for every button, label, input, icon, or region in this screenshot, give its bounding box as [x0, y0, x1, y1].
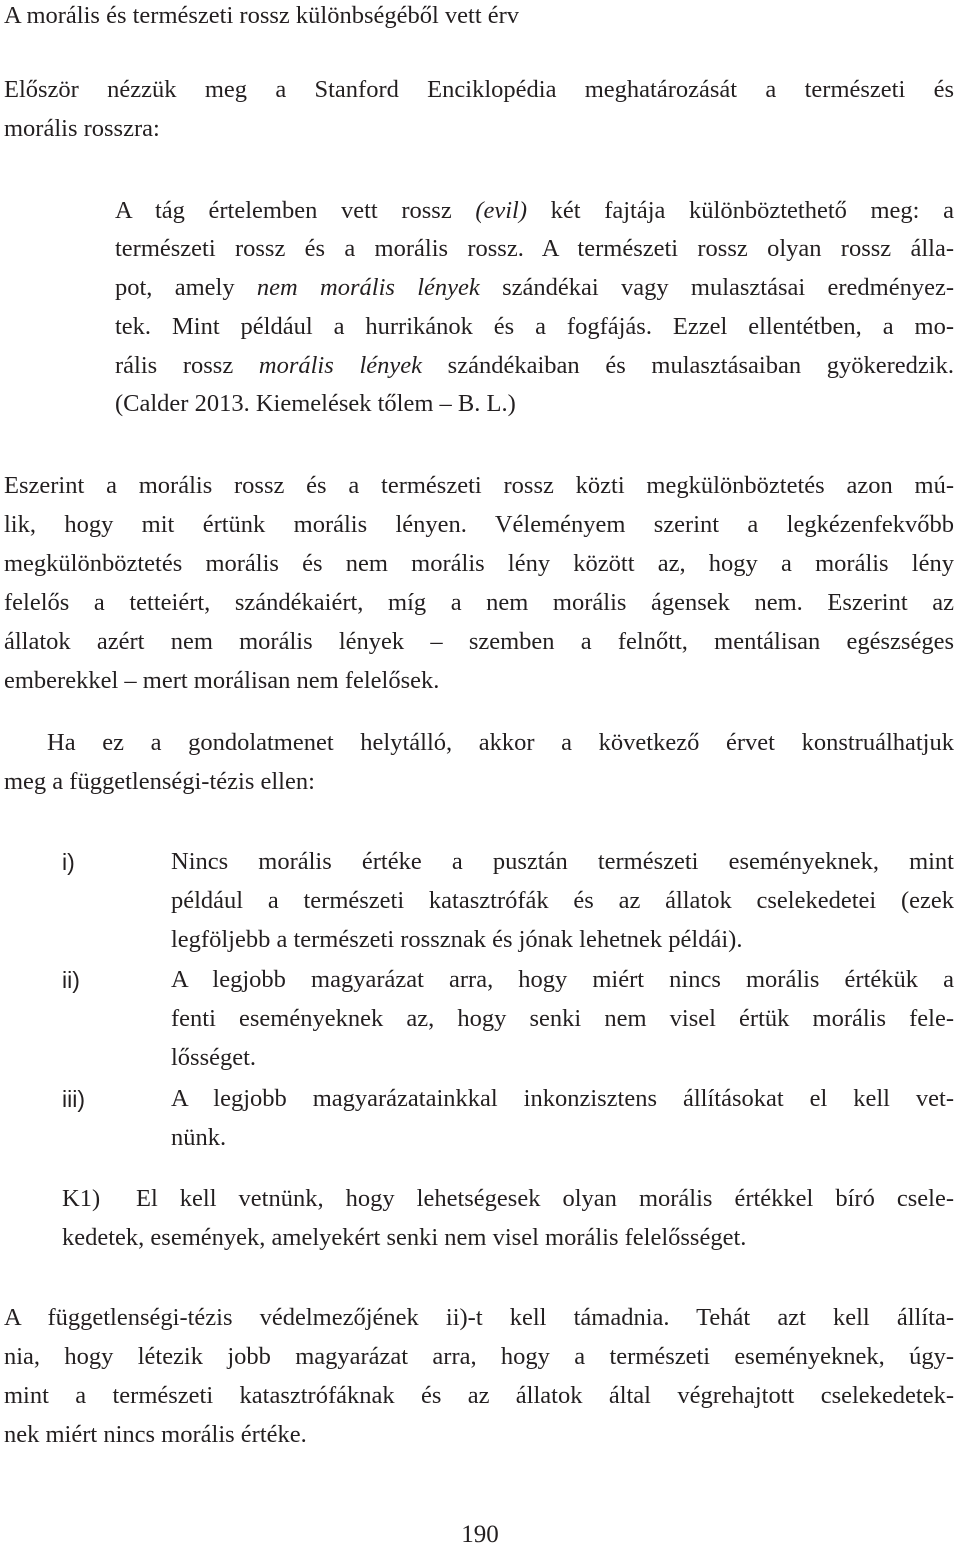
intro-line-1: Először nézzük meg a Stanford Enciklopédia meghatározását a természeti és — [4, 76, 954, 103]
paragraph-line: mint a természeti katasztrófáknak és az állatok által végrehajtott cselekedetek- — [4, 1382, 954, 1409]
quote-line-2: természeti rossz és a morális rossz. A természeti rossz olyan rossz álla- — [115, 235, 954, 262]
paragraph-line: nek miért nincs morális értéke. — [4, 1421, 307, 1448]
paragraph-line: Ha ez a gondolatmenet helytálló, akkor a következő érvet konstruálhatjuk — [47, 729, 954, 756]
paragraph-line: nia, hogy létezik jobb magyarázat arra, hogy a természeti eseményeknek, úgy- — [4, 1343, 954, 1370]
premise-line: legföljebb a természeti rossznak és jónak lehetnek példái). — [171, 926, 743, 953]
paragraph-line: Eszerint a morális rossz és a természeti rossz közti megkülönböztetés azon mú- — [4, 472, 954, 499]
premise-line: A legjobb magyarázat arra, hogy miért nincs morális értékük a — [171, 966, 954, 993]
paragraph-line: felelős a tetteiért, szándékaiért, míg a nem morális ágensek nem. Eszerint az — [4, 589, 954, 616]
paragraph-line: meg a függetlenségi-tézis ellen: — [4, 768, 315, 795]
premise-line: például a természeti katasztrófák és az állatok cselekedetei (ezek — [171, 887, 954, 914]
premise-line: nünk. — [171, 1124, 227, 1151]
conclusion-line: El kell vetnünk, hogy lehetségesek olyan morális értékkel bíró csele- — [136, 1185, 954, 1212]
conclusion-label: K1) — [62, 1185, 101, 1212]
paragraph-line: A függetlenségi-tézis védelmezőjének ii)-t kell támadnia. Tehát azt kell állíta- — [4, 1304, 954, 1331]
paragraph-line: megkülönböztetés morális és nem morális lény között az, hogy a morális lény — [4, 550, 954, 577]
paragraph-line: lik, hogy mit értünk morális lényen. Véleményem szerint a legkézenfekvőbb — [4, 511, 954, 538]
premise-line: lősséget. — [171, 1044, 257, 1071]
premise-line: Nincs morális értéke a pusztán természeti eseményeknek, mint — [171, 848, 954, 875]
quote-line-5: rális rossz morális lények szándékaiban és mulasztásaiban gyökeredzik. — [115, 352, 954, 379]
quote-line-6: (Calder 2013. Kiemelések tőlem – B. L.) — [115, 390, 516, 417]
intro-line-2: morális rosszra: — [4, 115, 160, 142]
premise-label: iii) — [62, 1086, 85, 1112]
paragraph-line: emberekkel – mert morálisan nem felelősek. — [4, 667, 440, 694]
section-title: A morális és természeti rossz különbségéből vett érv — [4, 2, 520, 29]
conclusion-line: kedetek, események, amelyekért senki nem visel morális felelősséget. — [62, 1224, 747, 1251]
paragraph-line: állatok azért nem morális lények – szemben a felnőtt, mentálisan egészséges — [4, 628, 954, 655]
quote-line-1: A tág értelemben vett rossz (evil) két fajtája különböztethető meg: a — [115, 197, 954, 224]
premise-label: i) — [62, 849, 75, 875]
quote-line-3: pot, amely nem morális lények szándékai vagy mulasztásai eredményez- — [115, 274, 954, 301]
premise-label: ii) — [62, 967, 80, 993]
quote-line-4: tek. Mint például a hurrikánok és a fogfájás. Ezzel ellentétben, a mo- — [115, 313, 954, 340]
page-number: 190 — [461, 1521, 499, 1548]
premise-line: fenti eseményeknek az, hogy senki nem visel értük morális fele- — [171, 1005, 954, 1032]
premise-line: A legjobb magyarázatainkkal inkonzisztens állításokat el kell vet- — [171, 1085, 954, 1112]
